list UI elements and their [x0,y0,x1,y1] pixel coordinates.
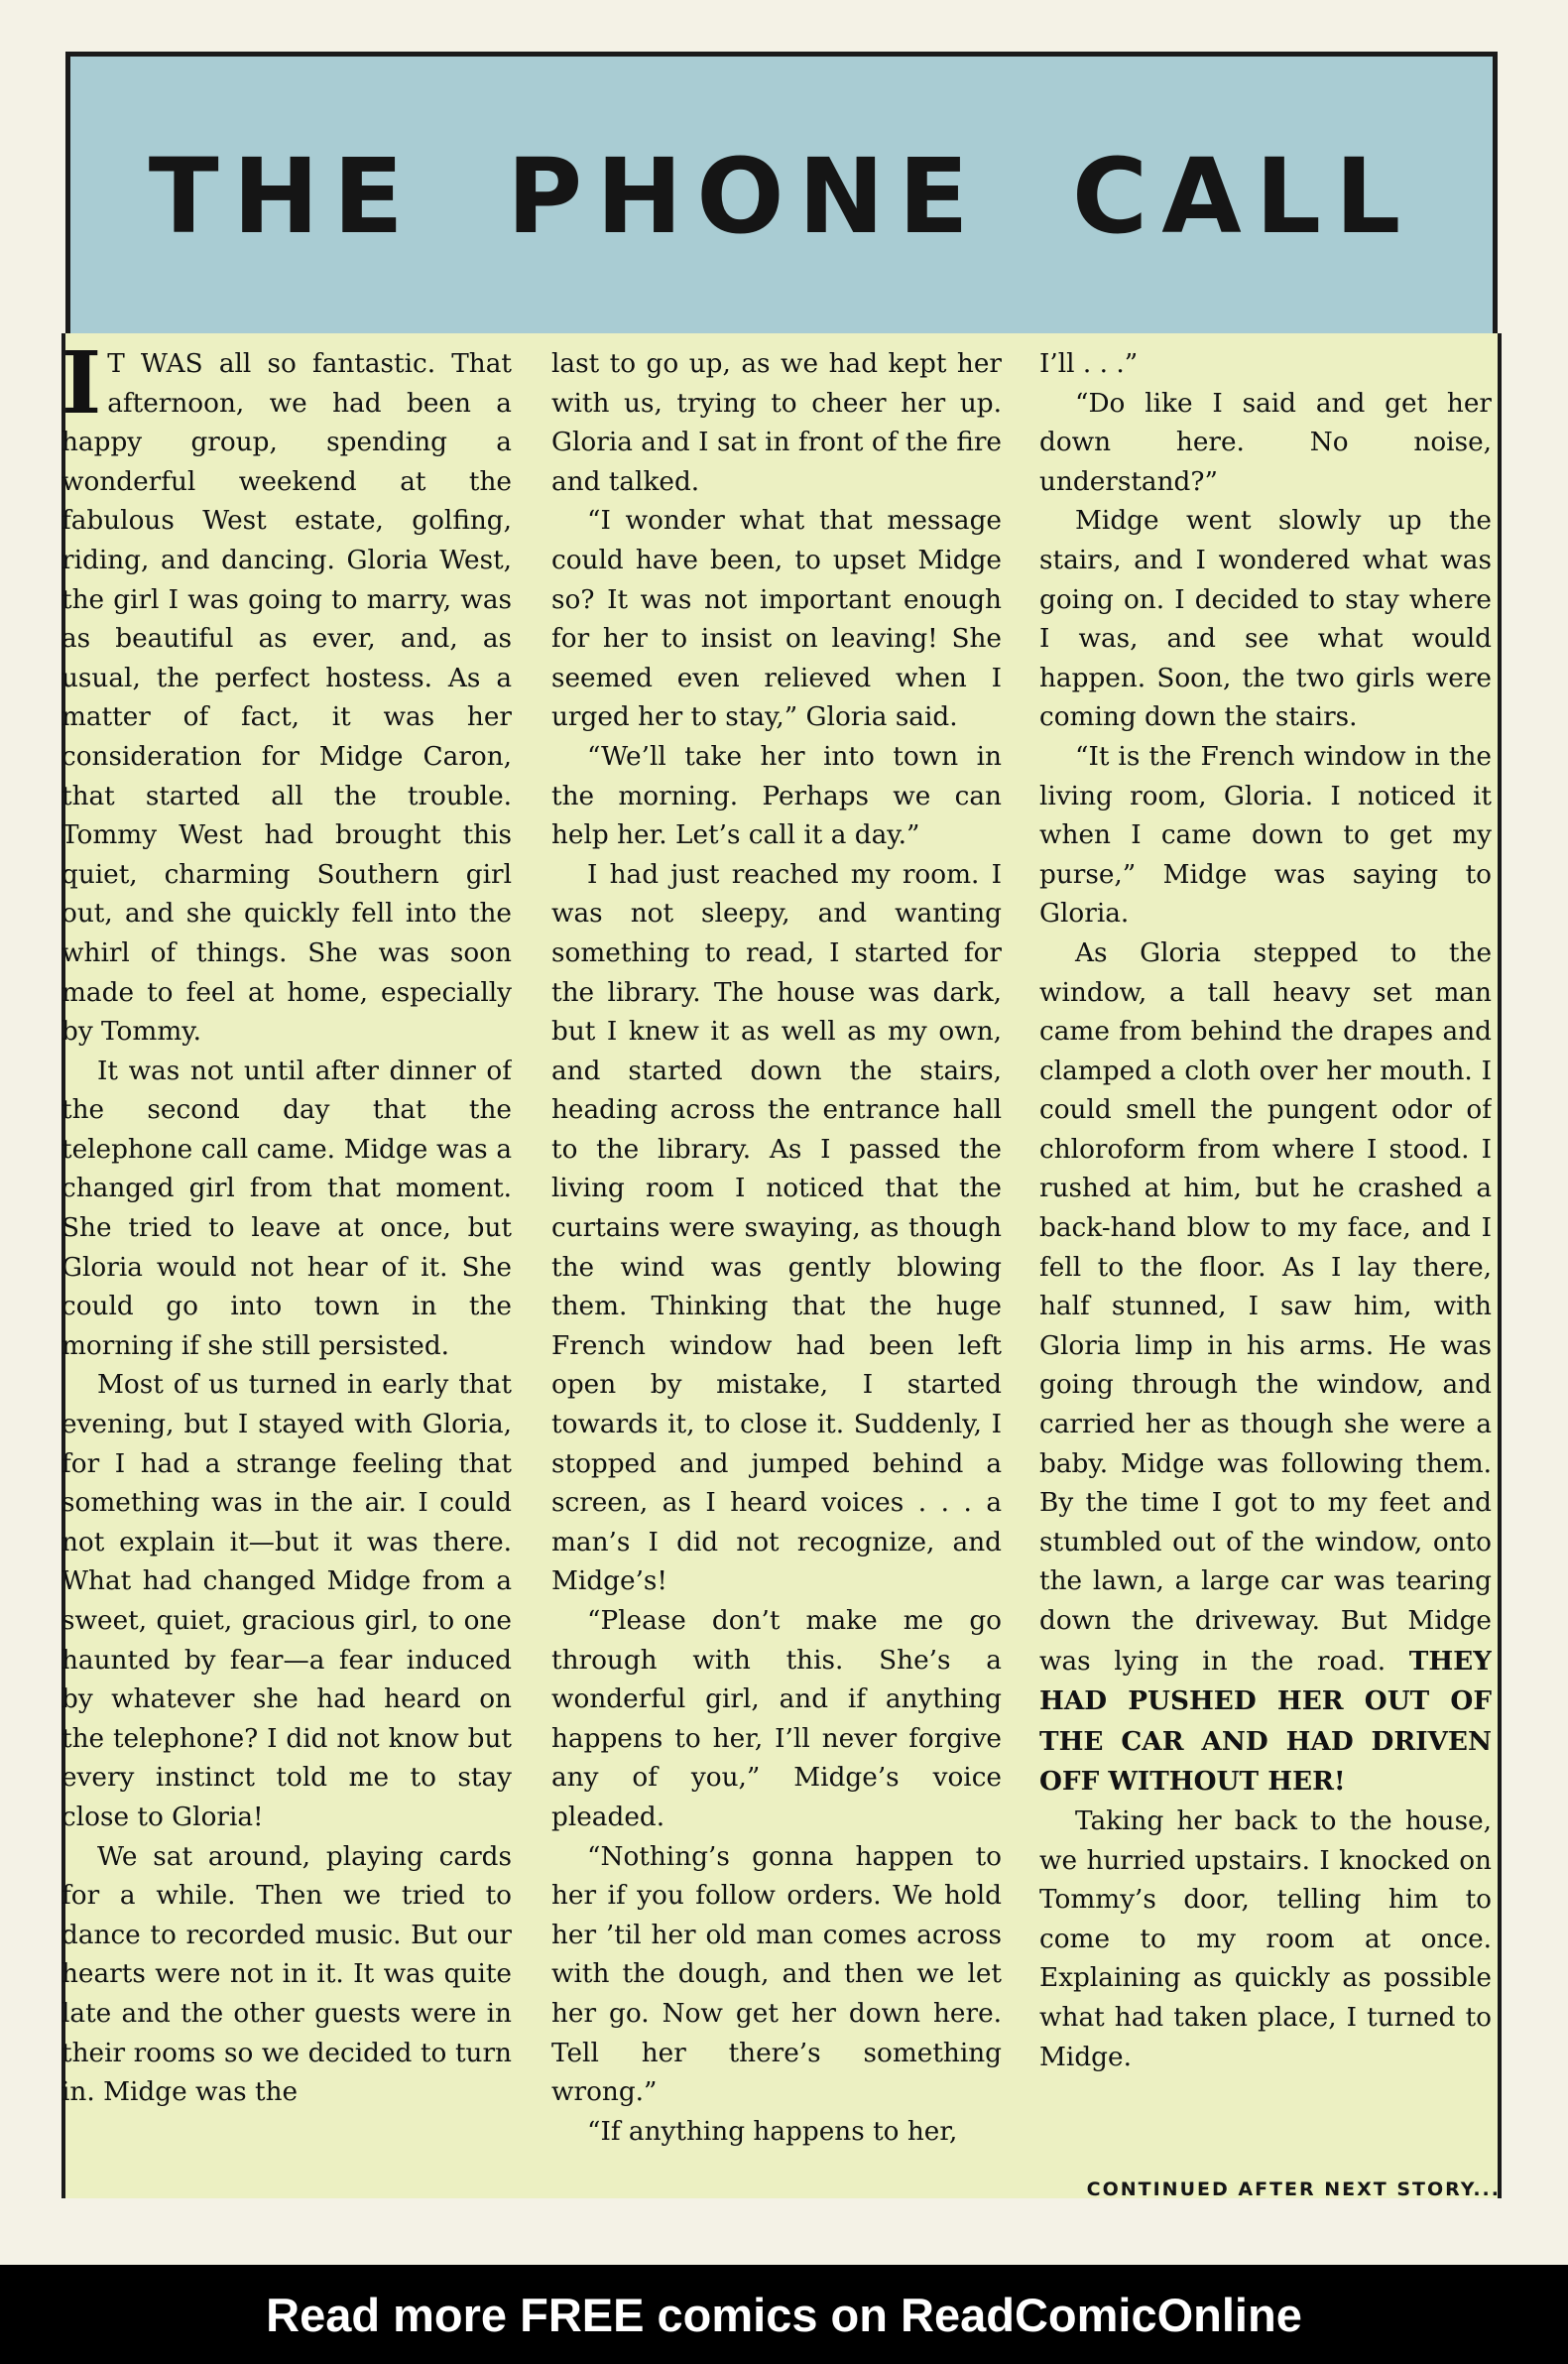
text-column-1 [61,345,512,2180]
text-column-3 [1039,345,1492,2180]
paragraph: “I wonder what that message could have been, to upset Midge so? It was not important enough for her to insist on leaving! She seemed even relieved when I urged her to stay,” Gloria said. [551,506,1002,733]
title-banner [65,52,1498,341]
paragraph: I’ll . . .” [1039,349,1139,379]
emphasis-text: THEY HAD PUSHED HER OUT OF THE CAR AND HAD DRIVEN OFF WITHOUT HER! [1039,1645,1492,1798]
paragraph: “Nothing’s gonna happen to her if you follow orders. We hold her ’til her old man comes across with the dough, and then we let her go. Now get her down here. Tell her there’s something wrong.” [551,1841,1002,2108]
paragraph-text: T WAS all so fantastic. That afternoon, we had been a happy group, spending a wonderful weekend at the fabulous West estate, golfing, riding, and dancing. Gloria West, the girl I was going to marry, was as beautiful as ever, and, as usual, the perfect hostess. As a matter of fact, it was her consideration for Midge Caron, that started all the trouble. Tommy West had brought this quiet, charming Southern girl out, and she quickly fell into the whirl of things. She was soon made to feel at home, especially by Tommy. [61,349,512,1048]
continued-notice: CONTINUED AFTER NEXT STORY... [1086,2178,1501,2200]
paragraph: last to go up, as we had kept her with us, trying to cheer her up. Gloria and I sat in front of the fire and talked. [551,349,1002,497]
paragraph: We sat around, playing cards for a while. Then we tried to dance to recorded music. But our hearts were not in it. It was quite late and the other guests were in their rooms so we decided to turn in. Midge was the [61,1841,512,2108]
paragraph-text: As Gloria stepped to the window, a tall heavy set man came from behind the drapes and clamped a cloth over her mouth. I could smell the pungent odor of chloroform from where I stood. I rushed at him, but he crashed a back-hand blow to my face, and I fell to the floor. As I lay there, half stunned, I saw him, with Gloria limp in his arms. He was going through the window, and carried her as though she were a baby. Midge was following them. By the time I got to my feet and stumbled out of the window, onto the lawn, a large car was tearing down the driveway. But Midge was lying in the road. [1039,937,1492,1677]
paragraph: It was not until after dinner of the second day that the telephone call came. Midge was a changed girl from that moment. She tried to leave at once, but Gloria would not hear of it. She could go into town in the morning if she still persisted. [61,1056,512,1361]
footer-banner[interactable] [0,2265,1568,2364]
paragraph: Most of us turned in early that evening, but I stayed with Gloria, for I had a strange feeling that something was in the air. I could not explain it—but it was there. What had changed Midge from a sweet, quiet, gracious girl, to one haunted by fear—a fear induced by whatever she had heard on the telephone? I did not know but every instinct told me to stay close to Gloria! [61,1370,512,1832]
paragraph: I had just reached my room. I was not sleepy, and wanting something to read, I started for the library. The house was dark, but I knew it as well as my own, and started down the stairs, heading across the entrance hall to the library. As I passed the living room I noticed that the curtains were swaying, as though the wind was gently blowing them. Thinking that the huge French window had been left open by mistake, I started towards it, to close it. Suddenly, I stopped and jumped behind a screen, as I heard voices . . . a man’s I did not recognize, and Midge’s! [551,859,1002,1597]
paragraph: “It is the French window in the living room, Gloria. I noticed it when I came down to get my purse,” Midge was saying to Gloria. [1039,741,1492,930]
drop-cap: I [61,345,102,434]
paragraph: Taking her back to the house, we hurried upstairs. I knocked on Tommy’s door, telling him to come to my room at once. Explaining as quickly as possible what had taken place, I turned to Midge. [1039,1805,1492,2072]
paragraph: “We’ll take her into town in the morning. Perhaps we can help her. Let’s call it a day.” [551,741,1002,851]
paragraph [61,345,512,1053]
paragraph: “Do like I said and get her down here. No noise, understand?” [1039,388,1492,497]
paragraph: “If anything happens to her, [587,2116,958,2147]
paragraph [1039,934,1492,1803]
story-title: THE PHONE CALL [148,136,1415,257]
footer-link[interactable]: Read more FREE comics on ReadComicOnline [266,2288,1302,2341]
text-column-2 [551,345,1002,2180]
paragraph: Midge went slowly up the stairs, and I wondered what was going on. I decided to stay where I was, and see what would happen. Soon, the two girls were coming down the stairs. [1039,506,1492,733]
paragraph: “Please don’t make me go through with this. She’s a wonderful girl, and if anything happens to her, I’ll never forgive any of you,” Midge’s voice pleaded. [551,1606,1002,1832]
